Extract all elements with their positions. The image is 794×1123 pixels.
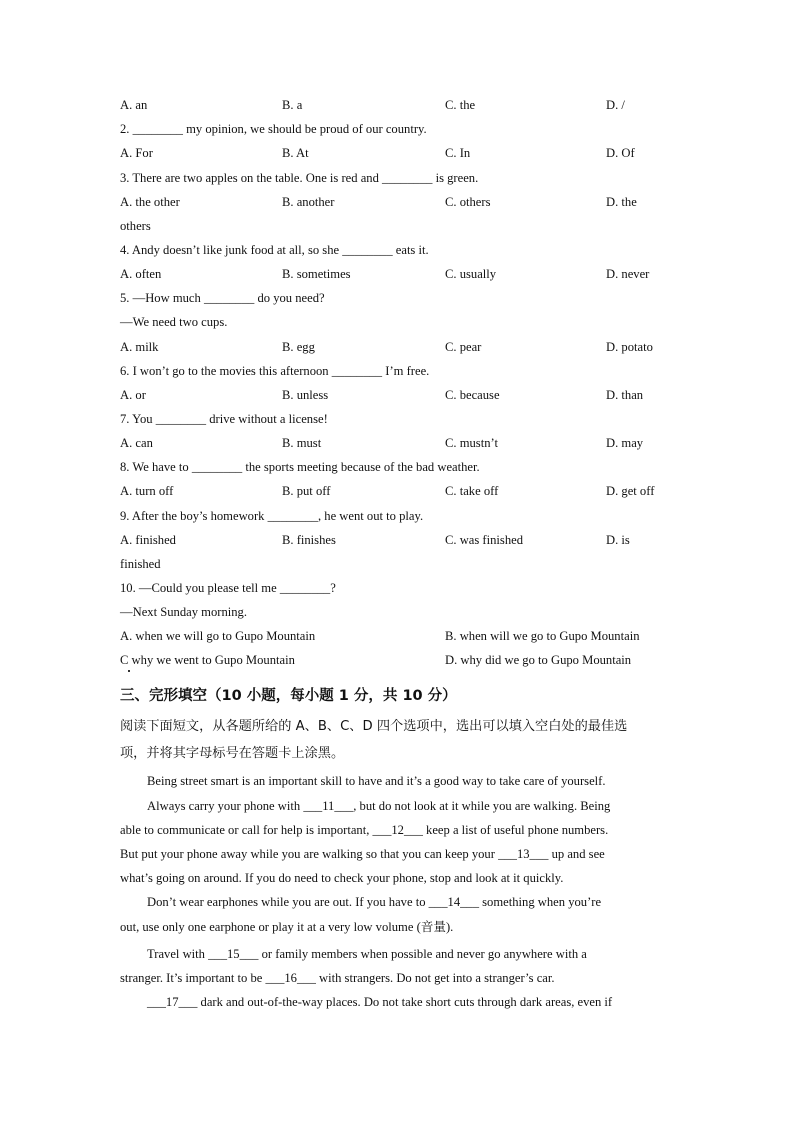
- option-b: B. unless: [282, 388, 329, 402]
- option-b: B. finishes: [282, 533, 336, 547]
- option-d: D. /: [606, 98, 625, 112]
- option-a: C why we went to Gupo Mountain: [120, 653, 295, 667]
- option-d: D. the: [606, 195, 637, 209]
- option-b: B. put off: [282, 484, 331, 498]
- passage-line: Always carry your phone with ___11___, but do not look at it while you are walking. Being: [147, 799, 611, 813]
- option-c: C. In: [445, 146, 471, 160]
- question-text: 4. Andy doesn’t like junk food at all, so she ________ eats it.: [120, 243, 429, 257]
- option-a: A. the other: [120, 195, 180, 209]
- question-text: 9. After the boy’s homework ________, he went out to play.: [120, 509, 424, 523]
- passage-line: what’s going on around. If you do need to check your phone, stop and look at it quickly.: [120, 871, 564, 885]
- option-b: B. another: [282, 195, 335, 209]
- option-a: A. often: [120, 267, 162, 281]
- passage-line: out, use only one earphone or play it at a very low volume (音量).: [120, 920, 454, 934]
- option-d: D. get off: [606, 484, 655, 498]
- option-c: C. mustn’t: [445, 436, 498, 450]
- option-d: D. Of: [606, 146, 635, 160]
- passage-line: Travel with ___15___ or family members when possible and never go anywhere with a: [147, 947, 587, 961]
- option-b: B. At: [282, 146, 309, 160]
- option-b: B. when will we go to Gupo Mountain: [445, 629, 640, 643]
- question-text: 8. We have to ________ the sports meeting because of the bad weather.: [120, 460, 480, 474]
- option-b: B. must: [282, 436, 322, 450]
- question-text: 3. There are two apples on the table. One is red and ________ is green.: [120, 171, 479, 185]
- instructions-text: 阅读下面短文，从各题所给的 A、B、C、D 四个选项中，选出可以填入空白处的最佳选: [120, 719, 628, 734]
- instructions-text: 项，并将其字母标号在答题卡上涂黑。: [120, 746, 345, 761]
- option-b: B. egg: [282, 340, 315, 354]
- passage-line: able to communicate or call for help is important, ___12___ keep a list of useful phone numbers.: [120, 823, 609, 837]
- passage-line: ___17___ dark and out-of-the-way places. Do not take short cuts through dark areas, even if: [147, 995, 613, 1009]
- option-d: D. than: [606, 388, 644, 402]
- option-b: B. a: [282, 98, 303, 112]
- passage-line: But put your phone away while you are walking so that you can keep your ___13___ up and see: [120, 847, 605, 861]
- option-c: C. take off: [445, 484, 499, 498]
- option-b: D. why did we go to Gupo Mountain: [445, 653, 632, 667]
- option-a: A. when we will go to Gupo Mountain: [120, 629, 316, 643]
- option-b: B. sometimes: [282, 267, 351, 281]
- option-c: C. others: [445, 195, 491, 209]
- question-text: 6. I won’t go to the movies this afternoon ________ I’m free.: [120, 364, 430, 378]
- option-a: A. milk: [120, 340, 159, 354]
- option-c: C. usually: [445, 267, 497, 281]
- passage-line: Don’t wear earphones while you are out. If you have to ___14___ something when you’re: [147, 895, 602, 909]
- option-c: C. was finished: [445, 533, 524, 547]
- option-d: D. may: [606, 436, 644, 450]
- option-c: C. because: [445, 388, 500, 402]
- option-a: A. finished: [120, 533, 176, 547]
- section-heading: 三、完形填空（10 小题，每小题 1 分，共 10 分）: [120, 688, 457, 704]
- option-d: D. is: [606, 533, 630, 547]
- passage-line: Being street smart is an important skill to have and it’s a good way to take care of yourself.: [147, 774, 606, 788]
- question-text: 7. You ________ drive without a license!: [120, 412, 328, 426]
- option-a: A. can: [120, 436, 153, 450]
- option-a: A. turn off: [120, 484, 174, 498]
- question-text: finished: [120, 557, 161, 571]
- question-text: others: [120, 219, 151, 233]
- passage-line: stranger. It’s important to be ___16___ with strangers. Do not get into a stranger’s car.: [120, 971, 555, 985]
- option-a: A. For: [120, 146, 153, 160]
- stray-mark: [128, 670, 130, 672]
- question-text: —Next Sunday morning.: [120, 605, 247, 619]
- option-a: A. an: [120, 98, 148, 112]
- option-d: D. never: [606, 267, 650, 281]
- question-text: —We need two cups.: [120, 315, 228, 329]
- option-c: C. the: [445, 98, 476, 112]
- question-text: 10. —Could you please tell me ________?: [120, 581, 336, 595]
- question-text: 5. —How much ________ do you need?: [120, 291, 325, 305]
- option-d: D. potato: [606, 340, 653, 354]
- option-a: A. or: [120, 388, 146, 402]
- option-c: C. pear: [445, 340, 482, 354]
- question-text: 2. ________ my opinion, we should be proud of our country.: [120, 122, 427, 136]
